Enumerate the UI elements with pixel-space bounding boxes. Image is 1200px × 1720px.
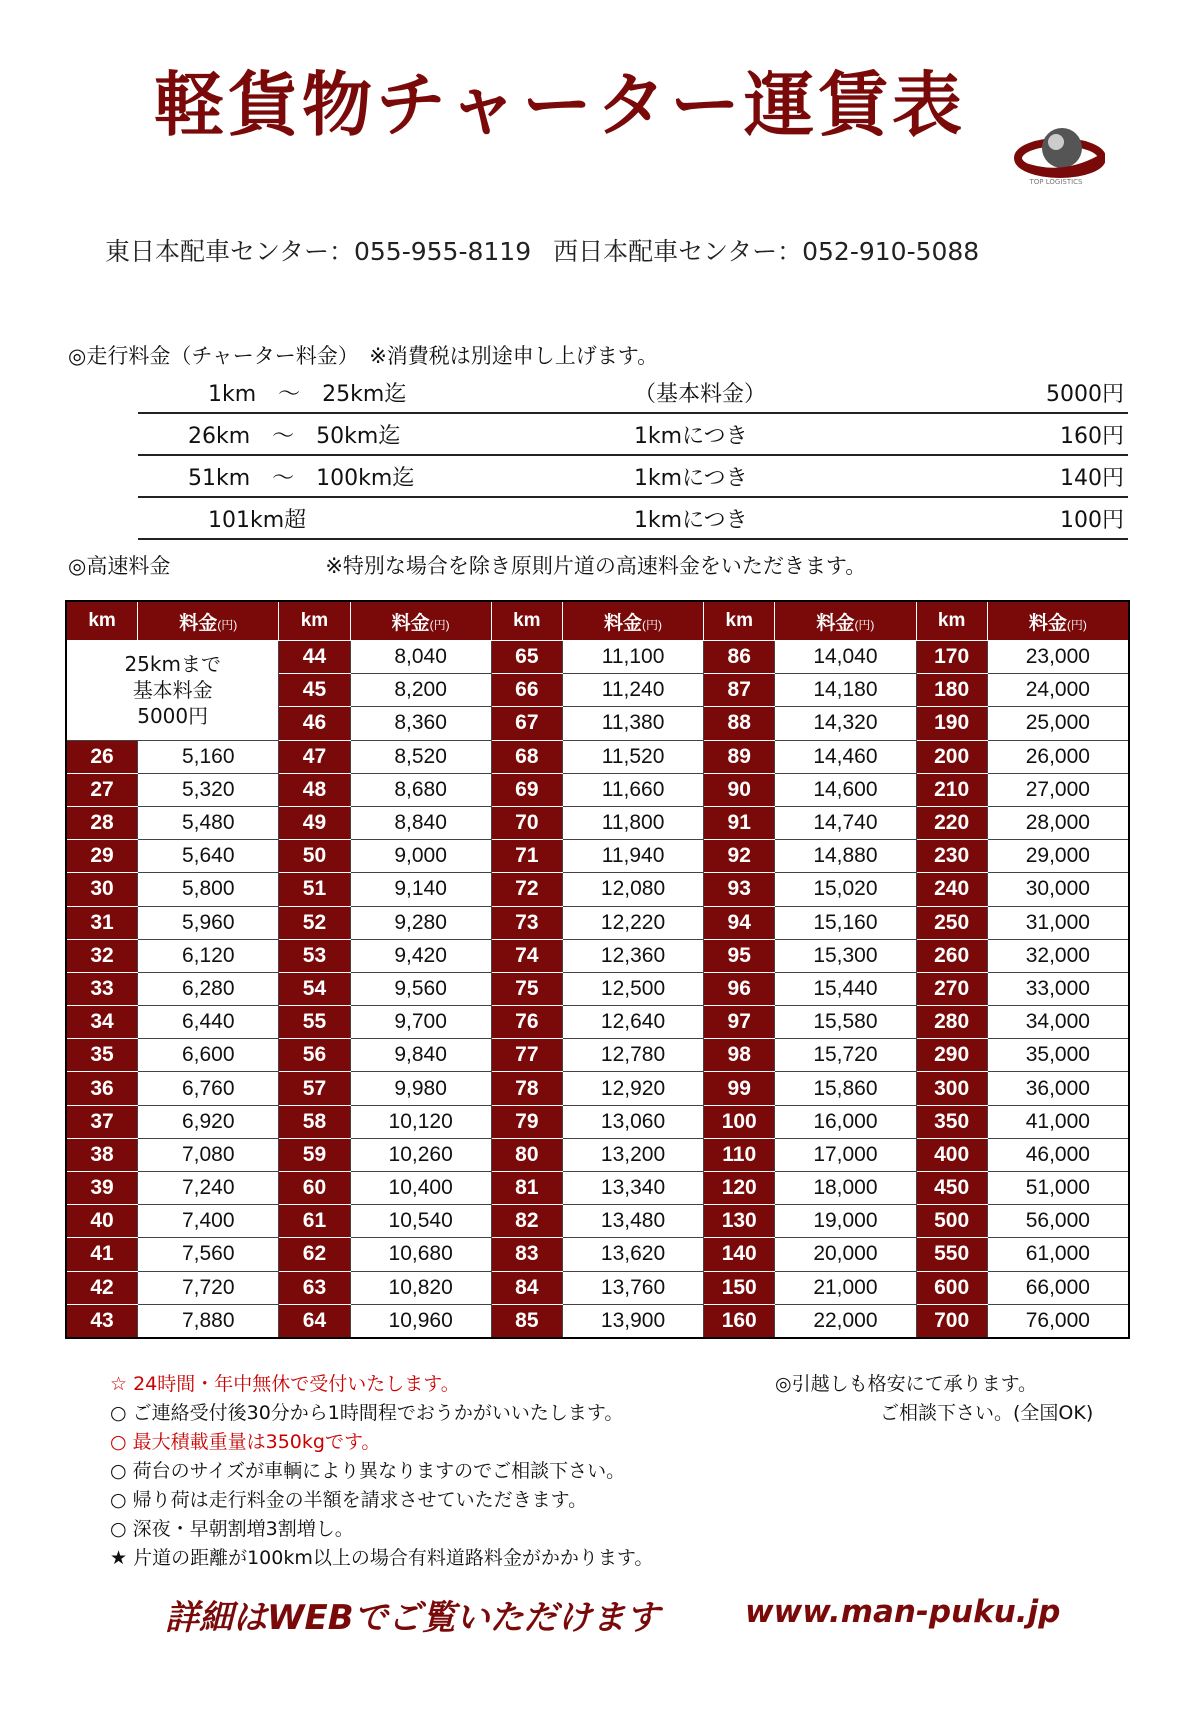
- fee-cell: 12,780: [562, 1039, 703, 1072]
- fare-row: [66, 873, 1129, 906]
- fare-row: [66, 1304, 1129, 1338]
- km-cell: 97: [704, 1006, 775, 1039]
- km-cell: 27: [66, 773, 138, 806]
- km-cell: 66: [491, 674, 562, 707]
- km-cell: 80: [491, 1138, 562, 1171]
- fare-row: [66, 1105, 1129, 1138]
- km-header: km: [704, 601, 775, 641]
- km-cell: 33: [66, 972, 138, 1005]
- km-cell: 50: [279, 840, 350, 873]
- fee-header: 料金(円): [775, 601, 916, 641]
- fee-cell: 14,320: [775, 707, 916, 740]
- fare-row: [66, 1238, 1129, 1271]
- fee-cell: 10,540: [350, 1205, 491, 1238]
- km-cell: 71: [491, 840, 562, 873]
- km-cell: 29: [66, 840, 138, 873]
- distance-range: 1km ～ 25km迄: [208, 381, 407, 407]
- km-header: km: [279, 601, 350, 641]
- fee-cell: 5,320: [138, 773, 279, 806]
- km-cell: 550: [916, 1238, 987, 1271]
- fee-cell: 7,720: [138, 1271, 279, 1304]
- km-cell: 87: [704, 674, 775, 707]
- rate-price: 160円: [1046, 413, 1128, 455]
- fee-cell: 13,900: [562, 1304, 703, 1338]
- note-item: ☆ 24時間・年中無休で受付いたします。: [110, 1373, 460, 1395]
- km-cell: 40: [66, 1205, 138, 1238]
- fee-cell: 19,000: [775, 1205, 916, 1238]
- fee-cell: 9,980: [350, 1072, 491, 1105]
- km-cell: 31: [66, 906, 138, 939]
- fee-cell: 11,240: [562, 674, 703, 707]
- km-cell: 75: [491, 972, 562, 1005]
- km-cell: 67: [491, 707, 562, 740]
- km-cell: 160: [704, 1304, 775, 1338]
- fare-row: [66, 1172, 1129, 1205]
- fee-cell: 12,360: [562, 939, 703, 972]
- km-cell: 260: [916, 939, 987, 972]
- km-cell: 220: [916, 806, 987, 839]
- km-cell: 77: [491, 1039, 562, 1072]
- km-cell: 88: [704, 707, 775, 740]
- fee-cell: 20,000: [775, 1238, 916, 1271]
- km-cell: 230: [916, 840, 987, 873]
- fee-header: 料金(円): [562, 601, 703, 641]
- fee-header: 料金(円): [350, 601, 491, 641]
- fee-cell: 10,820: [350, 1271, 491, 1304]
- rate-unit: 1kmにつき: [434, 497, 1046, 539]
- km-cell: 700: [916, 1304, 987, 1338]
- km-cell: 450: [916, 1172, 987, 1205]
- km-cell: 81: [491, 1172, 562, 1205]
- km-cell: 36: [66, 1072, 138, 1105]
- km-cell: 91: [704, 806, 775, 839]
- fee-cell: 5,480: [138, 806, 279, 839]
- km-cell: 38: [66, 1138, 138, 1171]
- km-cell: 59: [279, 1138, 350, 1171]
- fee-cell: 34,000: [987, 1006, 1129, 1039]
- fee-cell: 11,520: [562, 740, 703, 773]
- km-cell: 290: [916, 1039, 987, 1072]
- fee-cell: 31,000: [987, 906, 1129, 939]
- fare-row: [66, 641, 1129, 674]
- fee-cell: 22,000: [775, 1304, 916, 1338]
- km-cell: 240: [916, 873, 987, 906]
- fee-cell: 9,140: [350, 873, 491, 906]
- fare-row: [66, 1205, 1129, 1238]
- fee-cell: 14,880: [775, 840, 916, 873]
- fee-cell: 15,160: [775, 906, 916, 939]
- km-cell: 41: [66, 1238, 138, 1271]
- fee-cell: 12,220: [562, 906, 703, 939]
- fare-row: [66, 1271, 1129, 1304]
- km-cell: 100: [704, 1105, 775, 1138]
- km-cell: 210: [916, 773, 987, 806]
- fare-row: [66, 1006, 1129, 1039]
- fee-cell: 7,880: [138, 1304, 279, 1338]
- fee-cell: 9,280: [350, 906, 491, 939]
- fee-cell: 8,680: [350, 773, 491, 806]
- km-cell: 73: [491, 906, 562, 939]
- km-cell: 55: [279, 1006, 350, 1039]
- fee-cell: 12,080: [562, 873, 703, 906]
- fee-header: 料金(円): [987, 601, 1129, 641]
- fare-table: [65, 600, 1130, 1339]
- note-item: ○ 荷台のサイズが車輌により異なりますのでご相談下さい。: [110, 1460, 626, 1482]
- km-cell: 120: [704, 1172, 775, 1205]
- fee-cell: 11,940: [562, 840, 703, 873]
- km-cell: 47: [279, 740, 350, 773]
- distance-range: 101km超: [208, 507, 307, 533]
- km-header: km: [66, 601, 138, 641]
- fee-cell: 10,400: [350, 1172, 491, 1205]
- km-cell: 300: [916, 1072, 987, 1105]
- km-cell: 72: [491, 873, 562, 906]
- km-cell: 32: [66, 939, 138, 972]
- footer-web-text: 詳細はWEBでご覧いただけます: [165, 1598, 660, 1638]
- fee-cell: 23,000: [987, 641, 1129, 674]
- east-phone: 東日本配車センター：055-955-8119: [105, 237, 532, 266]
- km-cell: 83: [491, 1238, 562, 1271]
- fee-cell: 13,200: [562, 1138, 703, 1171]
- dispatch-phones: [105, 232, 979, 268]
- note-item: ★ 片道の距離が100km以上の場合有料道路料金がかかります。: [110, 1547, 654, 1569]
- fee-cell: 51,000: [987, 1172, 1129, 1205]
- km-cell: 45: [279, 674, 350, 707]
- km-cell: 190: [916, 707, 987, 740]
- note-item: ○ 最大積載重量は350kgです。: [110, 1431, 381, 1453]
- km-cell: 500: [916, 1205, 987, 1238]
- fee-cell: 12,920: [562, 1072, 703, 1105]
- km-cell: 62: [279, 1238, 350, 1271]
- fee-cell: 14,180: [775, 674, 916, 707]
- fee-cell: 28,000: [987, 806, 1129, 839]
- fee-cell: 9,560: [350, 972, 491, 1005]
- km-cell: 79: [491, 1105, 562, 1138]
- fee-cell: 13,480: [562, 1205, 703, 1238]
- fee-cell: 15,440: [775, 972, 916, 1005]
- fee-cell: 12,500: [562, 972, 703, 1005]
- fee-cell: 8,520: [350, 740, 491, 773]
- km-cell: 200: [916, 740, 987, 773]
- km-cell: 37: [66, 1105, 138, 1138]
- km-cell: 49: [279, 806, 350, 839]
- fee-cell: 8,840: [350, 806, 491, 839]
- fee-cell: 6,280: [138, 972, 279, 1005]
- km-cell: 54: [279, 972, 350, 1005]
- fee-cell: 26,000: [987, 740, 1129, 773]
- fee-cell: 9,700: [350, 1006, 491, 1039]
- km-cell: 350: [916, 1105, 987, 1138]
- km-cell: 44: [279, 641, 350, 674]
- fee-cell: 9,840: [350, 1039, 491, 1072]
- highway-note: ※特別な場合を除き原則片道の高速料金をいただきます。: [325, 554, 867, 578]
- highway-fee-heading: ◎高速料金 ※特別な場合を除き原則片道の高速料金をいただきます。: [68, 554, 867, 578]
- fee-cell: 8,360: [350, 707, 491, 740]
- km-cell: 76: [491, 1006, 562, 1039]
- page-title: 軽貨物チャーター運賃表: [154, 63, 966, 146]
- fee-cell: 10,680: [350, 1238, 491, 1271]
- km-cell: 140: [704, 1238, 775, 1271]
- fare-row: [66, 840, 1129, 873]
- fee-cell: 6,600: [138, 1039, 279, 1072]
- fee-cell: 66,000: [987, 1271, 1129, 1304]
- km-cell: 93: [704, 873, 775, 906]
- km-cell: 95: [704, 939, 775, 972]
- km-cell: 86: [704, 641, 775, 674]
- fee-cell: 14,600: [775, 773, 916, 806]
- fee-cell: 15,860: [775, 1072, 916, 1105]
- fare-row: [66, 740, 1129, 773]
- fee-cell: 27,000: [987, 773, 1129, 806]
- fee-cell: 56,000: [987, 1205, 1129, 1238]
- notes-list: [110, 1370, 653, 1573]
- base-fee-block: 25kmまで 基本料金 5000円: [66, 641, 279, 741]
- fee-cell: 5,960: [138, 906, 279, 939]
- km-cell: 98: [704, 1039, 775, 1072]
- fee-cell: 7,560: [138, 1238, 279, 1271]
- km-cell: 270: [916, 972, 987, 1005]
- fee-cell: 36,000: [987, 1072, 1129, 1105]
- fee-cell: 11,100: [562, 641, 703, 674]
- km-cell: 34: [66, 1006, 138, 1039]
- fee-cell: 5,160: [138, 740, 279, 773]
- km-cell: 400: [916, 1138, 987, 1171]
- km-header: km: [916, 601, 987, 641]
- fee-cell: 16,000: [775, 1105, 916, 1138]
- west-phone: 西日本配車センター：052-910-5088: [553, 237, 980, 266]
- km-cell: 82: [491, 1205, 562, 1238]
- km-cell: 46: [279, 707, 350, 740]
- fee-cell: 11,660: [562, 773, 703, 806]
- fee-cell: 13,760: [562, 1271, 703, 1304]
- rate-unit: （基本料金）: [434, 372, 1046, 413]
- km-cell: 56: [279, 1039, 350, 1072]
- fee-cell: 11,380: [562, 707, 703, 740]
- fee-cell: 13,340: [562, 1172, 703, 1205]
- km-cell: 69: [491, 773, 562, 806]
- km-cell: 250: [916, 906, 987, 939]
- fee-cell: 9,420: [350, 939, 491, 972]
- rate-price: 5000円: [1046, 372, 1128, 413]
- km-cell: 84: [491, 1271, 562, 1304]
- fare-row: [66, 939, 1129, 972]
- running-fee-table: [138, 372, 1128, 540]
- footer-url[interactable]: www.man-puku.jp: [745, 1594, 1061, 1630]
- fare-row: [66, 972, 1129, 1005]
- km-header: km: [491, 601, 562, 641]
- fee-cell: 15,020: [775, 873, 916, 906]
- moving-service: [775, 1370, 1093, 1428]
- fee-cell: 24,000: [987, 674, 1129, 707]
- fee-cell: 46,000: [987, 1138, 1129, 1171]
- fee-cell: 25,000: [987, 707, 1129, 740]
- fee-cell: 15,720: [775, 1039, 916, 1072]
- km-cell: 170: [916, 641, 987, 674]
- fee-cell: 15,580: [775, 1006, 916, 1039]
- note-item: ○ 帰り荷は走行料金の半額を請求させていただきます。: [110, 1489, 588, 1511]
- fee-cell: 7,240: [138, 1172, 279, 1205]
- fee-cell: 33,000: [987, 972, 1129, 1005]
- fee-cell: 9,000: [350, 840, 491, 873]
- fee-cell: 21,000: [775, 1271, 916, 1304]
- fee-cell: 6,120: [138, 939, 279, 972]
- km-cell: 28: [66, 806, 138, 839]
- fee-cell: 10,120: [350, 1105, 491, 1138]
- company-logo-icon: [1010, 118, 1105, 198]
- rate-unit: 1kmにつき: [434, 455, 1046, 497]
- fee-cell: 8,200: [350, 674, 491, 707]
- fare-row: [66, 773, 1129, 806]
- fee-cell: 11,800: [562, 806, 703, 839]
- note-item: ○ ご連絡受付後30分から1時間程でおうかがいいたします。: [110, 1402, 624, 1424]
- running-fee-row: [138, 455, 1128, 497]
- rate-unit: 1kmにつき: [434, 413, 1046, 455]
- fee-cell: 32,000: [987, 939, 1129, 972]
- fare-row: [66, 906, 1129, 939]
- fee-cell: 41,000: [987, 1105, 1129, 1138]
- fee-cell: 7,400: [138, 1205, 279, 1238]
- running-fee-row: [138, 372, 1128, 413]
- running-fee-row: [138, 413, 1128, 455]
- fee-header: 料金(円): [138, 601, 279, 641]
- fee-cell: 5,640: [138, 840, 279, 873]
- km-cell: 78: [491, 1072, 562, 1105]
- fee-cell: 6,920: [138, 1105, 279, 1138]
- km-cell: 26: [66, 740, 138, 773]
- fee-cell: 30,000: [987, 873, 1129, 906]
- fee-cell: 6,440: [138, 1006, 279, 1039]
- fee-cell: 17,000: [775, 1138, 916, 1171]
- km-cell: 52: [279, 906, 350, 939]
- km-cell: 99: [704, 1072, 775, 1105]
- fee-cell: 14,460: [775, 740, 916, 773]
- km-cell: 48: [279, 773, 350, 806]
- fee-cell: 29,000: [987, 840, 1129, 873]
- km-cell: 51: [279, 873, 350, 906]
- km-cell: 92: [704, 840, 775, 873]
- km-cell: 110: [704, 1138, 775, 1171]
- km-cell: 96: [704, 972, 775, 1005]
- tax-note: ※消費税は別途申し上げます。: [369, 344, 659, 368]
- fee-cell: 15,300: [775, 939, 916, 972]
- fee-cell: 18,000: [775, 1172, 916, 1205]
- fee-cell: 7,080: [138, 1138, 279, 1171]
- distance-range: 51km ～ 100km迄: [188, 465, 415, 491]
- fare-row: [66, 1039, 1129, 1072]
- fee-cell: 13,060: [562, 1105, 703, 1138]
- fare-row: [66, 806, 1129, 839]
- km-cell: 53: [279, 939, 350, 972]
- rate-price: 140円: [1046, 455, 1128, 497]
- km-cell: 64: [279, 1304, 350, 1338]
- fee-cell: 76,000: [987, 1304, 1129, 1338]
- fee-cell: 14,740: [775, 806, 916, 839]
- km-cell: 30: [66, 873, 138, 906]
- km-cell: 130: [704, 1205, 775, 1238]
- fare-header-row: [66, 601, 1129, 641]
- fee-cell: 35,000: [987, 1039, 1129, 1072]
- fare-row: [66, 1138, 1129, 1171]
- fee-cell: 10,960: [350, 1304, 491, 1338]
- km-cell: 600: [916, 1271, 987, 1304]
- running-fee-heading: ◎走行料金（チャーター料金） ※消費税は別途申し上げます。: [68, 344, 659, 368]
- km-cell: 180: [916, 674, 987, 707]
- km-cell: 57: [279, 1072, 350, 1105]
- fee-cell: 5,800: [138, 873, 279, 906]
- rate-price: 100円: [1046, 497, 1128, 539]
- fare-row: [66, 1072, 1129, 1105]
- km-cell: 61: [279, 1205, 350, 1238]
- fee-cell: 14,040: [775, 641, 916, 674]
- fee-cell: 12,640: [562, 1006, 703, 1039]
- km-cell: 63: [279, 1271, 350, 1304]
- km-cell: 74: [491, 939, 562, 972]
- fee-cell: 10,260: [350, 1138, 491, 1171]
- km-cell: 90: [704, 773, 775, 806]
- fee-cell: 8,040: [350, 641, 491, 674]
- km-cell: 150: [704, 1271, 775, 1304]
- distance-range: 26km ～ 50km迄: [188, 423, 401, 449]
- note-item: ○ 深夜・早朝割増3割増し。: [110, 1518, 354, 1540]
- fee-cell: 13,620: [562, 1238, 703, 1271]
- km-cell: 58: [279, 1105, 350, 1138]
- logo-caption: TOP LOGISTICS: [1029, 178, 1083, 186]
- moving-line-1: ◎引越しも格安にて承ります。: [775, 1373, 1038, 1395]
- moving-line-2: ご相談下さい。(全国OK): [880, 1402, 1094, 1424]
- km-cell: 42: [66, 1271, 138, 1304]
- km-cell: 43: [66, 1304, 138, 1338]
- running-fee-row: [138, 497, 1128, 539]
- km-cell: 65: [491, 641, 562, 674]
- km-cell: 35: [66, 1039, 138, 1072]
- km-cell: 89: [704, 740, 775, 773]
- km-cell: 39: [66, 1172, 138, 1205]
- km-cell: 60: [279, 1172, 350, 1205]
- km-cell: 85: [491, 1304, 562, 1338]
- km-cell: 68: [491, 740, 562, 773]
- km-cell: 94: [704, 906, 775, 939]
- km-cell: 280: [916, 1006, 987, 1039]
- km-cell: 70: [491, 806, 562, 839]
- fee-cell: 6,760: [138, 1072, 279, 1105]
- fee-cell: 61,000: [987, 1238, 1129, 1271]
